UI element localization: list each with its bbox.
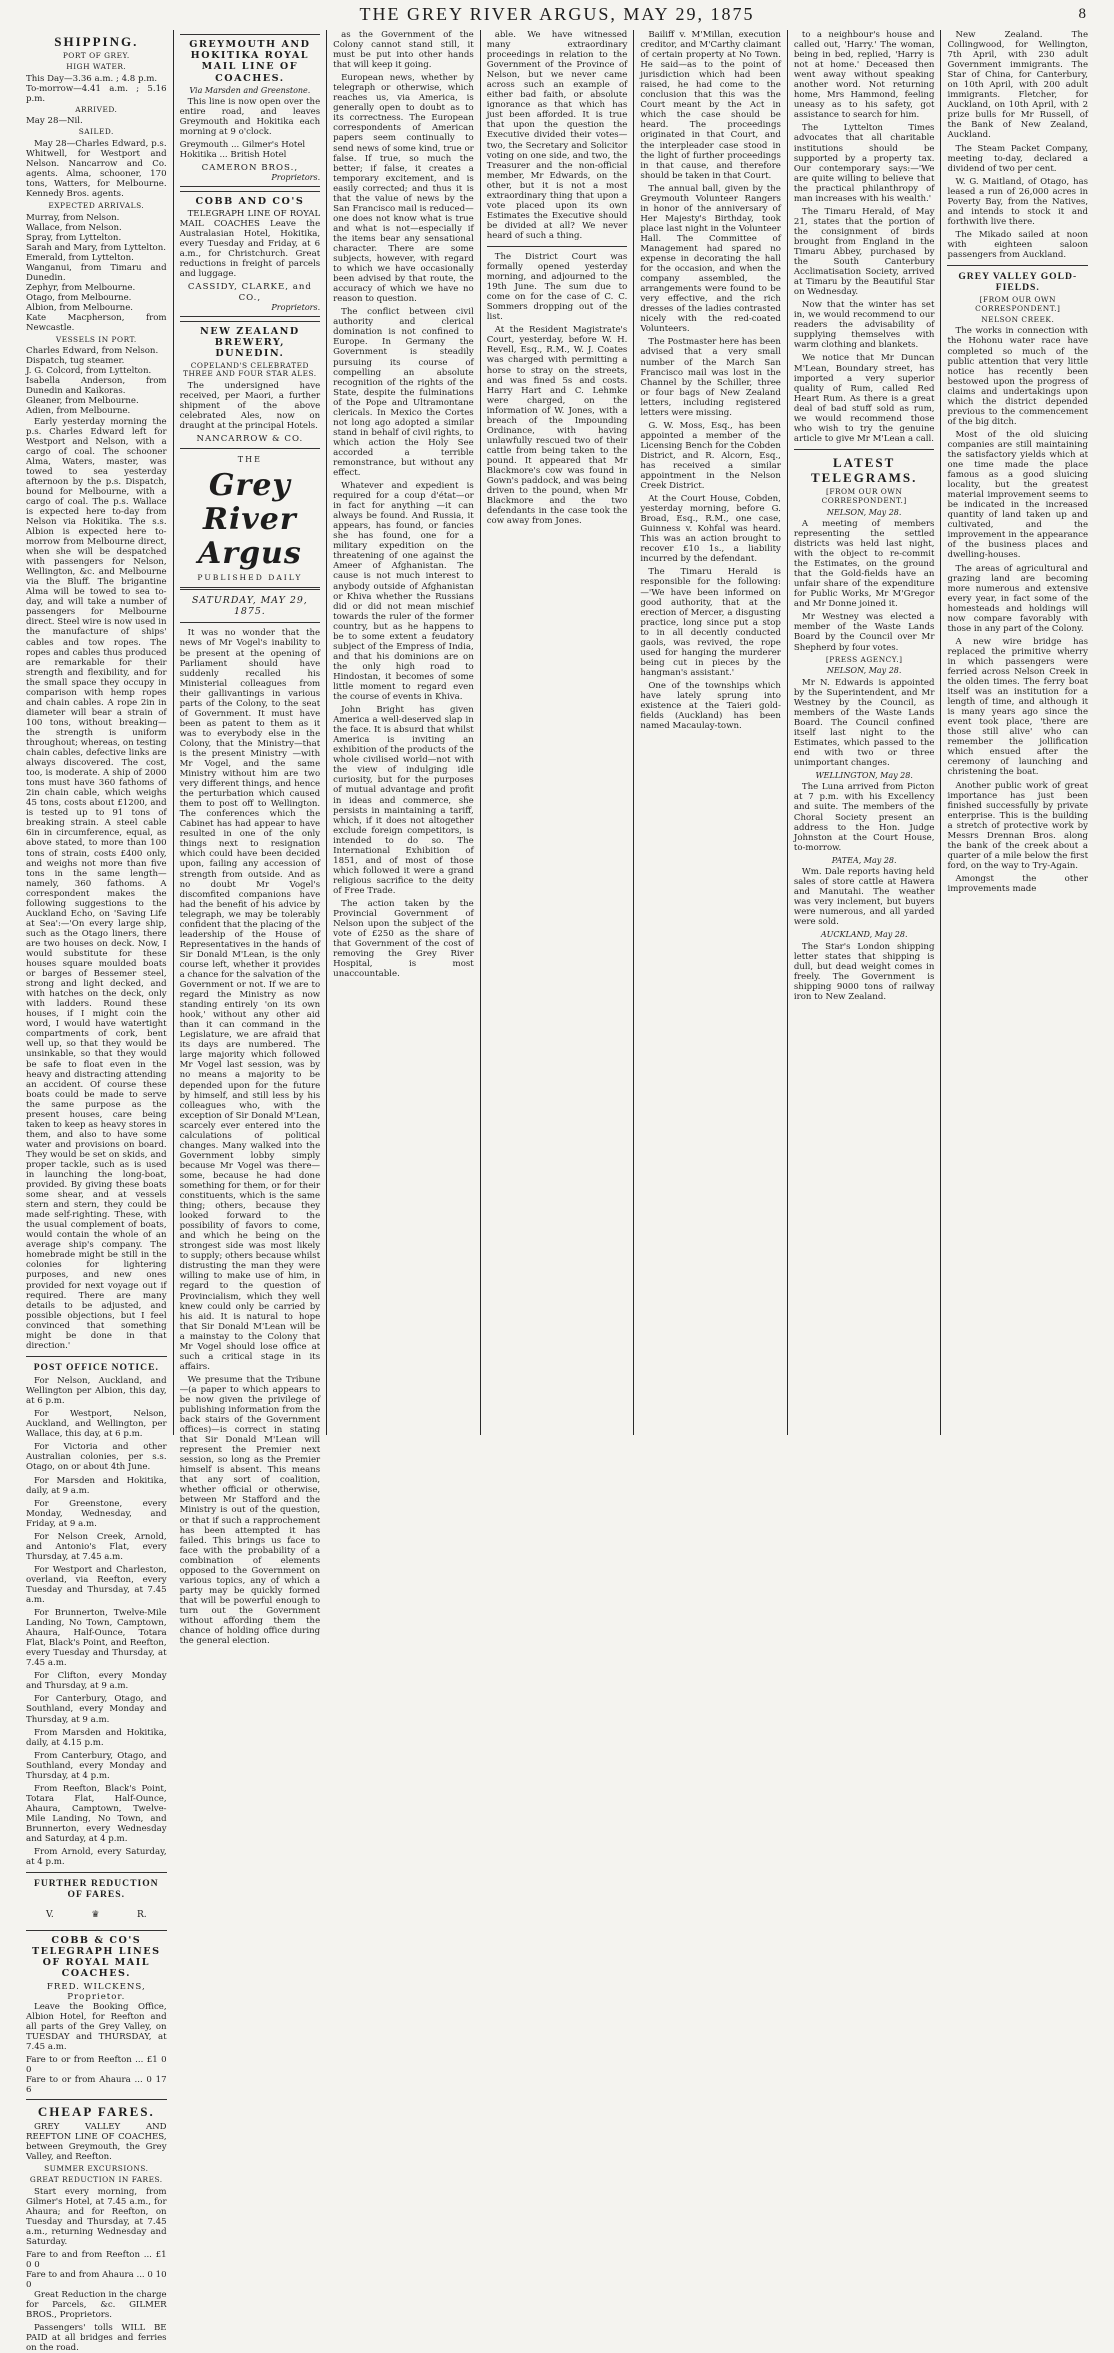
post-office-item: For Victoria and other Australian colonies, per s.s. Otago, on or about 4th June. bbox=[26, 1442, 167, 1473]
post-office-item: For Clifton, every Monday and Thursday, at 9 a.m. bbox=[26, 1671, 167, 1692]
editorial-paragraph: The conflict between civil authority and clerical domination is not confined to Europe. In Germany the Government is steadily pursuing its course of compelling an absolute recognition of the rights of the State, despite the fulminations of the Pope and Ultramontane clericals. In Mexico the Cortes not long ago adopted a similar stand in behalf of civil rights, to which action the Holy See accorded a terrible remonstrance, but without any effect. bbox=[333, 307, 474, 479]
news-paragraph: to a neighbour's house and called out, 'Harry.' The woman, being in bed, replied, 'Harry is not at home.' Deceased then went away without speaking another word. Not returning home, Mrs Hammond, feeling uneasy as to his safety, got assistance to search for him. bbox=[793, 30, 935, 121]
editorial-paragraph: John Bright has given America a well-deserved slap in the face. It is absurd that whilst America is inviting an exhibition of the products of the whole civilised world—not with the view of indulging idle curiosity, but for the purposes of mutual advantage and profit in ideas and commerce, she persists in maintaining a tariff, which, if it does not altogether exclude foreign competitors, is intended to do so. The International Exhibition of 1851, and of most of those which followed it were a grand religious sacrifice to the deity of Free Trade. bbox=[333, 705, 474, 896]
post-office-item: From Arnold, every Saturday, at 4 p.m. bbox=[26, 1847, 167, 1868]
royal-crest bbox=[26, 1904, 167, 1926]
expected-label: EXPECTED ARRIVALS. bbox=[48, 201, 145, 211]
grey-valley-title: GREY VALLEY AND REEFTON LINE OF COACHES, between Greymouth, the Grey Valley, and Reefton. bbox=[26, 2122, 167, 2163]
goldfields-heading: GREY VALLEY GOLD-FIELDS. bbox=[958, 271, 1078, 294]
divider bbox=[26, 1356, 167, 1357]
list-item: Isabella Anderson, from Dunedin and Kaikoras. bbox=[26, 376, 170, 397]
post-office-item: For Nelson, Auckland, and Wellington per Albion, this day, at 6 p.m. bbox=[26, 1376, 167, 1407]
news-paragraph: Now that the winter has set in, we would recommend to our readers the advisability of supplying themselves with warm clothing and blankets. bbox=[793, 300, 935, 351]
goldfields-paragraph: Another public work of great importance has just been finished successfully by private enterprise. This is the building a stretch of protective work by Messrs Drennan Bros. along the bank of the creek about a quarter of a mile below the first ford, on the way to Try-Again. bbox=[947, 780, 1089, 871]
page-number: 8 bbox=[1078, 6, 1086, 22]
post-office-item: For Canterbury, Otago, and Southland, every Monday and Thursday, at 9 a.m. bbox=[26, 1694, 167, 1725]
logo-the: THE bbox=[237, 455, 262, 465]
list-item: Murray, from Nelson. bbox=[26, 212, 120, 223]
list-item: Otago, from Melbourne. bbox=[26, 293, 132, 304]
cobb2-body: TELEGRAPH LINE OF ROYAL MAIL COACHES Leave the Australasian Hotel, Hokitika, every Tuesday and Friday, at 6 a.m., for Christchurch. Great reductions in freight of parcels and luggage. bbox=[179, 209, 321, 280]
news-paragraph: The Postmaster here has been advised that a very small number of the March San Francisco mail was lost in the Channel by the Schiller, three or four bags of New Zealand letters, including registered letters were missing. bbox=[640, 337, 781, 418]
news-paragraph: G. W. Moss, Esq., has been appointed a member of the Licensing Bench for the Cobden District, and R. Alcorn, Esq., has received a similar appointment in the Nelson Creek District. bbox=[640, 420, 781, 492]
fare-line: Fare to and from Reefton ... £1 0 0 bbox=[26, 2250, 170, 2271]
grey-valley-body: Start every morning, from Gilmer's Hotel, at 7.45 a.m., for Ahaura; and for Reefton, on Tuesday and Thursday, at 7.45 a.m., returning Wednesday and Saturday. bbox=[26, 2186, 167, 2247]
goldfields-paragraph: A new wire bridge has replaced the primitive wherry in which passengers were ferried across Nelson Creek in the olden times. The ferry boat itself was an institution for a length of time, and although it is many years ago since the event took place, 'there are those still alive' who can remember the jollification which ensued after the ceremony of launching and christening the boat. bbox=[947, 636, 1089, 778]
cobb2-firm: CASSIDY, CLARKE, and CO., bbox=[187, 282, 312, 303]
gh-office: Hokitika ... British Hotel bbox=[179, 150, 287, 161]
goldfields-paragraph: The areas of agricultural and grazing land are becoming more numerous and extensive every year, in fact some of the homesteads and holdings will now compare favorably with those in any part of the Colony. bbox=[947, 563, 1089, 634]
port-heading: PORT OF GREY. bbox=[62, 51, 130, 61]
news-paragraph: The Timaru Herald, of May 21, states that the portion of the consignment of birds brought from England in the Timaru Abbey, purchased by the South Canterbury Acclimatisation Society, arrived at Timaru by the Beautiful Star on Wednesday. bbox=[793, 206, 935, 298]
auckland-dateline: AUCKLAND, May 28. bbox=[820, 930, 908, 940]
gh-office: Greymouth ... Gilmer's Hotel bbox=[179, 140, 306, 151]
column-3 bbox=[327, 30, 481, 1435]
gh-via: Via Marsden and Greenstone. bbox=[189, 85, 311, 95]
news-paragraph: Bailiff v. M'Millan, execution creditor, and M'Carthy claimant of certain property at No Town. He said—as to the point of jurisdiction which had been raised, he had come to the conclusion that this was the Court meant by the Act in which the case should be heard. The proceedings originated in that Court, and the interpleader case stood in the light of further proceedings in that cause, and therefore should be taken in that Court. bbox=[640, 30, 781, 181]
telegram-paragraph: Mr Westney was elected a member of the Waste Lands Board by the Council over Mr Shepherd by four votes. bbox=[793, 612, 935, 653]
fare-line: Fare to or from Reefton ... £1 0 0 bbox=[26, 2054, 170, 2075]
post-office-item: From Reefton, Black's Point, Totara Flat, Half-Ounce, Ahaura, Camptown, Twelve-Mile Landing, No Town, and Brunnerton, every Wednesday and Saturday, at 4 p.m. bbox=[26, 1783, 167, 1845]
editorial-paragraph: Whatever and expedient is required for a coup d'état—or in fact for anything —it can always be found. And Russia, it appears, has found, or fancies she has found, one for a military expedition on the threatening of one against the Ameer of Afghanistan. The cause is not much interest to anybody outside of Afghanistan or Khiva whether the Russians did or did not mean mischief towards the ruler of the former country, but as he happens to be to some extent a feudatory subject of the Empress of India, and that his dominions are on the only high road to Hindostan, it becomes of some little moment to regard even the course of events in Khiva. bbox=[333, 481, 474, 703]
list-item: Gleaner, from Melbourne. bbox=[26, 396, 139, 407]
nz-firm: NANCARROW & CO. bbox=[196, 434, 304, 445]
goldfields-paragraph: Most of the old sluicing companies are still maintaining the satisfactory yields which at one time made the place famous as a good sluicing locality, but the greatest material improvement seems to be indicated in the increased quantity of land taken up and cultivated, and the improvement in the appearance of the business places and dwelling-houses. bbox=[947, 429, 1089, 561]
news-paragraph: The Lyttelton Times advocates that all charitable institutions should be supported by a property tax. Our contemporary says:—'We are quite willing to believe that the practical philanthropy of man increases with his wealth.' bbox=[793, 123, 935, 204]
cobb2-title: COBB AND CO'S bbox=[195, 195, 305, 207]
nelson-creek-label: NELSON CREEK. bbox=[981, 314, 1055, 324]
arrived-text: May 28—Nil. bbox=[26, 116, 83, 127]
list-item: Wanganui, from Timaru and Dunedin. bbox=[26, 263, 170, 284]
post-office-heading: POST OFFICE NOTICE. bbox=[33, 1361, 159, 1373]
sailed-text: May 28—Charles Edward, p.s. Whitwell, for Westport and Nelson. Nancarrow and Co. agents. Alma, schooner, 170 tons, Watters, for Melbourne. Kennedy Bros. agents. bbox=[26, 139, 167, 200]
latest-telegrams-heading: LATEST TELEGRAMS. bbox=[811, 454, 918, 486]
column-6 bbox=[788, 30, 942, 1435]
editorial-paragraph: It was no wonder that the news of Mr Vogel's inability to be present at the opening of Parliament should have suddenly recalled his Ministerial colleagues from their gallivantings in various parts of the Colony, to the seat of Government. It must have been as patent to them as it was to everybody else in the Colony, that the Ministry—that is the present Ministry —with Mr Vogel, and the same Ministry without him are two very different things, and hence the perturbation which caused them to post off to Wellington. The conferences which the Cabinet has had appear to have resulted in one of the only things next to resignation which could have been decided upon, failing any accession of strength from outside. And as no doubt Mr Vogel's discomfited companions have had the benefit of his advice by telegraph, we may be tolerably confident that the placing of the leadership of the House of Representatives in the hands of Sir Donald M'Lean, is the only course left, whether it provides a chance for the salvation of the Government or not. If we are to regard the Ministry as now standing entirely 'on its own hook,' without any other aid than it can command in the Legislature, we are afraid that its days are numbered. The large majority which followed Mr Vogel last session, was by no means a majority to be depended upon for the future by himself, and still less by his colleagues who, with the exception of Sir Donald M'Lean, scarcely ever entered into the calculations of political changes. Many walked into the Government lobby simply because Mr Vogel was there—some, because he had done something for them, or for their constituents, which is the same thing; others, because they looked forward to the possibility of favors to come, and which he being on the strongest side was most likely to supply; others because whilst distrusting the man they were willing to make use of him, in regard to the question of Provincialism, which they well knew could only be carried by his aid. It is natural to hope that Sir Donald M'Lean will be a mainstay to the Colony that Mr Vogel should lose office at such a critical stage in its affairs. bbox=[179, 628, 321, 1372]
cobb2-role: Proprietors. bbox=[271, 302, 321, 312]
news-paragraph: able. We have witnessed many extraordinary proceedings in relation to the Government of the Province of Nelson, but we never came across such an example of either bad faith, or absolute ignorance as that which has just been afforded. It is true that upon the question the Executive divided their votes—two, the Secretary and Solicitor voting on one side, and two, the Treasurer and the non-official member, Mr Edwards, on the other, but it is not a most extraordinary thing that upon a vote placed upon its own Estimates the Executive should be divided at all? We never heard of such a thing. bbox=[486, 30, 628, 241]
post-office-item: From Marsden and Hokitika, daily, at 4.15 p.m. bbox=[26, 1727, 167, 1748]
cobb-proprietor: FRED. WILCKENS, Proprietor. bbox=[46, 1981, 146, 2002]
column-7 bbox=[941, 30, 1094, 1435]
list-item: Wallace, from Nelson. bbox=[26, 223, 122, 233]
grey-valley-note: Great Reduction in the charge for Parcels, &c. GILMER BROS., Proprietors. bbox=[26, 2290, 167, 2321]
list-item: Sarah and Mary, from Lyttelton. bbox=[26, 243, 166, 254]
cobb-body: Leave the Booking Office, Albion Hotel, for Reefton and all parts of the Grey Valley, on TUESDAY and THURSDAY, at 7.45 a.m. bbox=[26, 2001, 167, 2052]
news-paragraph: The District Court was formally opened yesterday morning, and adjourned to the 19th June. The sum due to come on for the case of C. C. Sommers dropping out of the list. bbox=[486, 251, 628, 323]
shipping-body: Early yesterday morning the p.s. Charles Edward left for Westport and Nelson, with a cargo of coal. The schooner Alma, Waters, master, was towed to sea yesterday afternoon by the p.s. Dispatch, bound for Melbourne, with a cargo of coal. The p.s. Wallace is expected here to-day from Nelson via Hokitika. The s.s. Albion is expected here to-morrow from Melbourne direct, when she will be despatched with passengers for Nelson, Wellington, &c. and Melbourne via the Bluff. The brigantine Alma will be towed to sea to-day, and will take a number of passengers for Melbourne direct. Steel wire is now used in the manufacture of ships' cables and tow ropes. The ropes and cables thus produced are remarkable for their strength and flexibility, and for the small space they occupy in comparison with hemp ropes and chain cables. A rope 2in in diameter will bear a strain of 100 tons, without breaking—the strength is uniform throughout; whereas, on testing chain cables, defective links are always discovered. The cost, too, is moderate. A ship of 2000 tons must have 360 fathoms of 2in chain cable, which weighs 45 tons, costs about £1200, and is tested up to 91 tons of breaking strain. A steel cable 6in in circumference, equal, as above stated, to more than 100 tons of strain, costs £400 only, and weighs not more than five tons in the same length—namely, 360 fathoms. A correspondent makes the following suggestions to the Auckland Echo, on 'Saving Life at Sea':—'On every large ship, such as the Otago liners, there are two houses on deck. Now, I would substitute for these houses square moulded boats or barges of Bessemer steel, strong and light decked, and with hatches on the deck, only with ladders. Round these houses, if I might coin the word, I would have watertight compartments of cork, bent well up, so that they would be unsinkable, so that they would be safe to float even in the heavy and distracting attending an accident. Of course these boats could be made to serve the same purpose as the present houses, care being taken to keep as heavy stores in them, and also to have some water and provisions on board. They would be set on skids, and proper tackle, such as is used in launching the long-boat, provided. By giving these boats some shear, and at vessels stern and stern, they could be made self-righting. These, with the usual complement of boats, would contain the whole of an average ship's company. The homebrade might be still in the colonies for lightering purposes, and new ones provided for next voyage out if required. There are many details to be adjusted, and possible objections, but I feel convinced that something might be done in that direction.' bbox=[26, 416, 167, 1351]
nelson-dateline: NELSON, May 28. bbox=[826, 507, 902, 517]
expected-list bbox=[26, 212, 170, 334]
divider bbox=[487, 246, 628, 247]
fare-line: Fare to and from Ahaura ... 0 10 0 bbox=[26, 2270, 170, 2291]
goldfields-paragraph: The works in connection with the Hohonu water race have completed so much of the public attention that very little notice has recently been bestowed upon the progress of claims and undertakings upon which the district depended previous to the commencement of the big ditch. bbox=[947, 326, 1089, 427]
wellington-dateline: WELLINGTON, May 28. bbox=[815, 771, 913, 780]
brewery-advert bbox=[180, 321, 321, 449]
masthead bbox=[0, 0, 1114, 28]
fares-heading: FURTHER REDUCTION OF FARES. bbox=[33, 1878, 159, 1901]
column-1 bbox=[20, 30, 174, 2353]
high-water-today: This Day—3.36 a.m. ; 4.8 p.m. bbox=[26, 73, 158, 84]
column-5 bbox=[634, 30, 788, 1435]
telegram-paragraph: New Zealand. The Collingwood, for Wellington, 7th April, with 230 adult Government immigrants. The Star of China, for Canterbury, on 10th April, with 200 adult immigrants. Fletcher, for Auckland, on 10th April, with 2 prize bulls for Mr Russell, of the Bank of New Zealand, Auckland. bbox=[947, 30, 1089, 141]
divider bbox=[794, 449, 935, 450]
post-office-item: For Marsden and Hokitika, daily, at 9 a.m. bbox=[26, 1475, 167, 1496]
vessels-label: VESSELS IN PORT. bbox=[55, 334, 137, 344]
shipping-heading: SHIPPING. bbox=[54, 34, 139, 49]
list-item: Adien, from Melbourne. bbox=[26, 406, 131, 417]
list-item: Dispatch, tug steamer. bbox=[26, 356, 125, 367]
nz-title: NEW ZEALAND BREWERY, DUNEDIN. bbox=[200, 325, 300, 360]
great-reduction: GREAT REDUCTION IN FARES. bbox=[29, 2175, 163, 2185]
editorial-paragraph: European news, whether by telegraph or otherwise, which reaches us, via America, is generally open to doubt as to its correctness. The European correspondents of American papers seem continually to send news of some kind, true or false. If true, so much the better; if false, it creates a temporary excitement, and is easily corrected; and thus it is that the value of news by the San Francisco mail is reduced—one does not know what is true and what is not—especially if the items bear any sensational character. There are some subjects, however, with regard to which we have occasionally been advised by that route, the accuracy of which we have no reason to question. bbox=[333, 73, 474, 305]
gh-firm: CAMERON BROS., bbox=[201, 162, 299, 173]
telegram-paragraph: The Star's London shipping letter states that shipping is dull, but dead weight comes in freely. The Government is shipping 9000 tons of railway iron to New Zealand. bbox=[793, 941, 935, 1002]
newspaper-logo: Grey River Argus bbox=[197, 467, 302, 571]
list-item: Kate Macpherson, from Newcastle. bbox=[26, 313, 170, 334]
latest-sub: [FROM OUR OWN CORRESPONDENT.] bbox=[821, 487, 907, 505]
telegram-paragraph: The Mikado sailed at noon with eighteen saloon passengers from Auckland. bbox=[947, 229, 1089, 260]
page-title: THE GREY RIVER ARGUS, MAY 29, 1875 bbox=[359, 4, 755, 24]
post-office-item: For Greenstone, every Monday, Wednesday, and Friday, at 9 a.m. bbox=[26, 1498, 167, 1529]
nz-body: The undersigned have received, per Maori, a further shipment of the above celebrated Ales, now on draught at the principal Hotels. bbox=[179, 380, 321, 432]
editorial-paragraph: We presume that the Tribune—(a paper to which appears to be now given the privilege of publishing information from the back stairs of the Government offices)—is correct in stating that Sir Donald M'Lean will represent the Premier next session, so long as the Premier himself is absent. This means that any sort of coalition, whether official or otherwise, between Mr Stafford and the Ministry is out of the question, or that if such a rapprochement has been attempted it has failed. This brings us face to face with the probability of a combination of elements opposed to the Government on various topics, any of which a party may be quickly formed that will be powerful enough to turn out the Government without affording them the chance of holding office during the general election. bbox=[179, 1374, 321, 1647]
nelson2-dateline: NELSON, May 28. bbox=[826, 666, 902, 676]
cobb-coaches-advert bbox=[180, 191, 321, 317]
grey-valley-passengers: Passengers' tolls WILL BE PAID at all bridges and ferries on the road. bbox=[26, 2323, 167, 2353]
gh-body: This line is now open over the entire road, and leaves Greymouth and Hokitika each morning at 9 o'clock. bbox=[179, 97, 321, 138]
list-item: Spray, from Lyttelton. bbox=[26, 233, 122, 244]
divider bbox=[180, 622, 321, 623]
summer-excursions: SUMMER EXCURSIONS. bbox=[44, 2164, 149, 2174]
high-water-tomorrow: To-morrow—4.41 a.m. ; 5.16 p.m. bbox=[26, 83, 170, 104]
telegram-paragraph: The Steam Packet Company, meeting to-day, declared a dividend of two per cent. bbox=[947, 143, 1089, 174]
editorial-paragraph: as the Government of the Colony cannot stand still, it must be put into other hands that will keep it going. bbox=[333, 30, 474, 71]
press-agency-label: [PRESS AGENCY.] bbox=[825, 654, 903, 664]
post-office-item: For Nelson Creek, Arnold, and Antonio's Flat, every Thursday, at 7.45 a.m. bbox=[26, 1531, 167, 1562]
divider bbox=[180, 587, 321, 590]
editorial-paragraph: The action taken by the Provincial Government of Nelson upon the subject of the vote of £250 as the share of that Government of the cost of removing the Grey River Hospital, is most unaccountable. bbox=[333, 898, 474, 980]
sailed-label: SAILED. bbox=[78, 127, 114, 137]
divider bbox=[26, 1872, 167, 1873]
crest-v: V. bbox=[46, 1909, 54, 1920]
telegram-paragraph: A meeting of members representing the settled districts was held last night, with the object to re-commit the Estimates, on the ground that the Gold-fields have an unfair share of the expenditure for Public Works, Mr M'Gregor and Mr Donne joined it. bbox=[793, 518, 935, 610]
newspaper-page bbox=[20, 30, 1094, 2353]
greymouth-hokitika-advert bbox=[180, 34, 321, 187]
news-paragraph: One of the townships which have lately sprung into existence at the Taieri gold-fields (Auckland) has been named Macaulay-town. bbox=[640, 680, 781, 732]
goldfields-sub: [FROM OUR OWN CORRESPONDENT.] bbox=[975, 295, 1061, 314]
news-paragraph: At the Court House, Cobden, yesterday morning, before G. Broad, Esq., R.M., one case, Guinness v. Kohfal was heard. This was an action brought to recover £10 1s., a liability incurred by the defendant. bbox=[640, 494, 781, 565]
arrived-label: ARRIVED. bbox=[75, 104, 118, 114]
telegram-paragraph: Wm. Dale reports having held sales of store cattle at Hawera and Manutahi. The weather was very inclement, but buyers were numerous, and all yarded were sold. bbox=[793, 867, 935, 928]
crown-icon: ♛ bbox=[91, 1909, 100, 1920]
list-item: J. G. Colcord, from Lyttelton. bbox=[26, 366, 152, 377]
news-paragraph: The annual ball, given by the Greymouth Volunteer Rangers in honor of the anniversary of Her Majesty's Birthday, took place last night in the Volunteer Hall. The Committee of Management had spared no expense in decorating the hall for the occasion, and when the company assembled, the arrangements were found to be very effective, and the rich dresses of the ladies contrasted nicely with the red-coated Volunteers. bbox=[640, 183, 781, 335]
gh-title: GREYMOUTH AND HOKITIKA ROYAL MAIL LINE OF COACHES. bbox=[189, 39, 311, 84]
cobb-advert bbox=[26, 1930, 170, 2100]
vessels-list bbox=[26, 346, 170, 417]
high-water-label: HIGH WATER. bbox=[66, 61, 127, 71]
crest-r: R. bbox=[136, 1909, 147, 1920]
telegram-paragraph: The Luna arrived from Picton at 7 p.m. with his Excellency and suite. The members of the Choral Society present an address to the Hon. Judge Johnston at the Court House, to-morrow. bbox=[793, 782, 935, 853]
telegram-paragraph: Mr N. Edwards is appointed by the Superintendent, and Mr Westney by the Council, as members of the Waste Lands Board. The Council confined itself last night to the Estimates, which passed to the end with two or three unimportant changes. bbox=[793, 677, 935, 768]
goldfields-paragraph: Amongst the other improvements made bbox=[947, 873, 1089, 894]
list-item: Emerald, from Lyttelton. bbox=[26, 253, 134, 264]
list-item: Charles Edward, from Nelson. bbox=[26, 346, 159, 357]
cobb-title: COBB & CO'S TELEGRAPH LINES OF ROYAL MAIL COACHES. bbox=[32, 1934, 161, 1980]
post-office-item: For Westport and Charleston, overland, via Reefton, every Tuesday and Thursday, at 7.45 a.m. bbox=[26, 1564, 167, 1606]
cheap-fares-heading: CHEAP FARES. bbox=[37, 2104, 155, 2120]
post-office-item: For Westport, Nelson, Auckland, and Wellington, per Wallace, this day, at 6 p.m. bbox=[26, 1409, 167, 1440]
news-paragraph: We notice that Mr Duncan M'Lean, Boundary street, has imported a very superior quality of Rum, called Red Heart Rum. As there is a great deal of bad stuff sold as rum, we would recommend those who wish to try the genuine article to give Mr M'Lean a call. bbox=[793, 353, 935, 444]
post-office-item: For Brunnerton, Twelve-Mile Landing, No Town, Camptown, Ahaura, Half-Ounce, Totara Flat, Black's Point, and Reefton, every Tuesday and Thursday, at 7.45 a.m. bbox=[26, 1608, 167, 1669]
nz-sub: COPELAND'S CELEBRATED THREE AND FOUR STAR ALES. bbox=[183, 360, 317, 379]
published-daily: PUBLISHED DAILY bbox=[197, 572, 303, 582]
list-item: Albion, from Melbourne. bbox=[26, 303, 134, 314]
gh-role: Proprietors. bbox=[271, 172, 321, 182]
news-paragraph: The Timaru Herald is responsible for the following:—'We have been informed on good authority, that at the erection of Mercer, a disgusting practice, long since put a stop to in all decently conducted gaols, was revived, the rope used for hanging the murderer being cut in pieces by the hangman's assistant.' bbox=[640, 567, 781, 678]
list-item: Zephyr, from Melbourne. bbox=[26, 283, 136, 294]
divider bbox=[947, 265, 1088, 266]
fare-line: Fare to or from Ahaura ... 0 17 6 bbox=[26, 2074, 170, 2095]
news-paragraph: At the Resident Magistrate's Court, yesterday, before W. H. Revell, Esq., R.M., W. J. Coates was charged with permitting a horse to stray on the streets, and was fined 5s and costs. Harry Hart and C. Lehmke were charged, on the information of W. Jones, with a breach of the Impounding Ordinance, with having unlawfully rescued two of their cattle from being taken to the pound. It appeared that Mr Blackmore's cow was found in Gown's paddock, and was being driven to the pound, when Mr Blackmore and the two defendants in the case took the cow away from Jones. bbox=[486, 325, 628, 527]
column-4 bbox=[481, 30, 635, 1435]
column-2 bbox=[174, 30, 328, 1647]
post-office-item: From Canterbury, Otago, and Southland, every Monday and Thursday, at 4 p.m. bbox=[26, 1750, 167, 1781]
editorial-dateline: SATURDAY, MAY 29, 1875. bbox=[191, 595, 308, 618]
telegram-paragraph: W. G. Maitland, of Otago, has leased a run of 26,000 acres in Poverty Bay, from the Natives, and intends to stock it and forthwith live there. bbox=[947, 176, 1089, 227]
patea-dateline: PATEA, May 28. bbox=[831, 855, 897, 865]
